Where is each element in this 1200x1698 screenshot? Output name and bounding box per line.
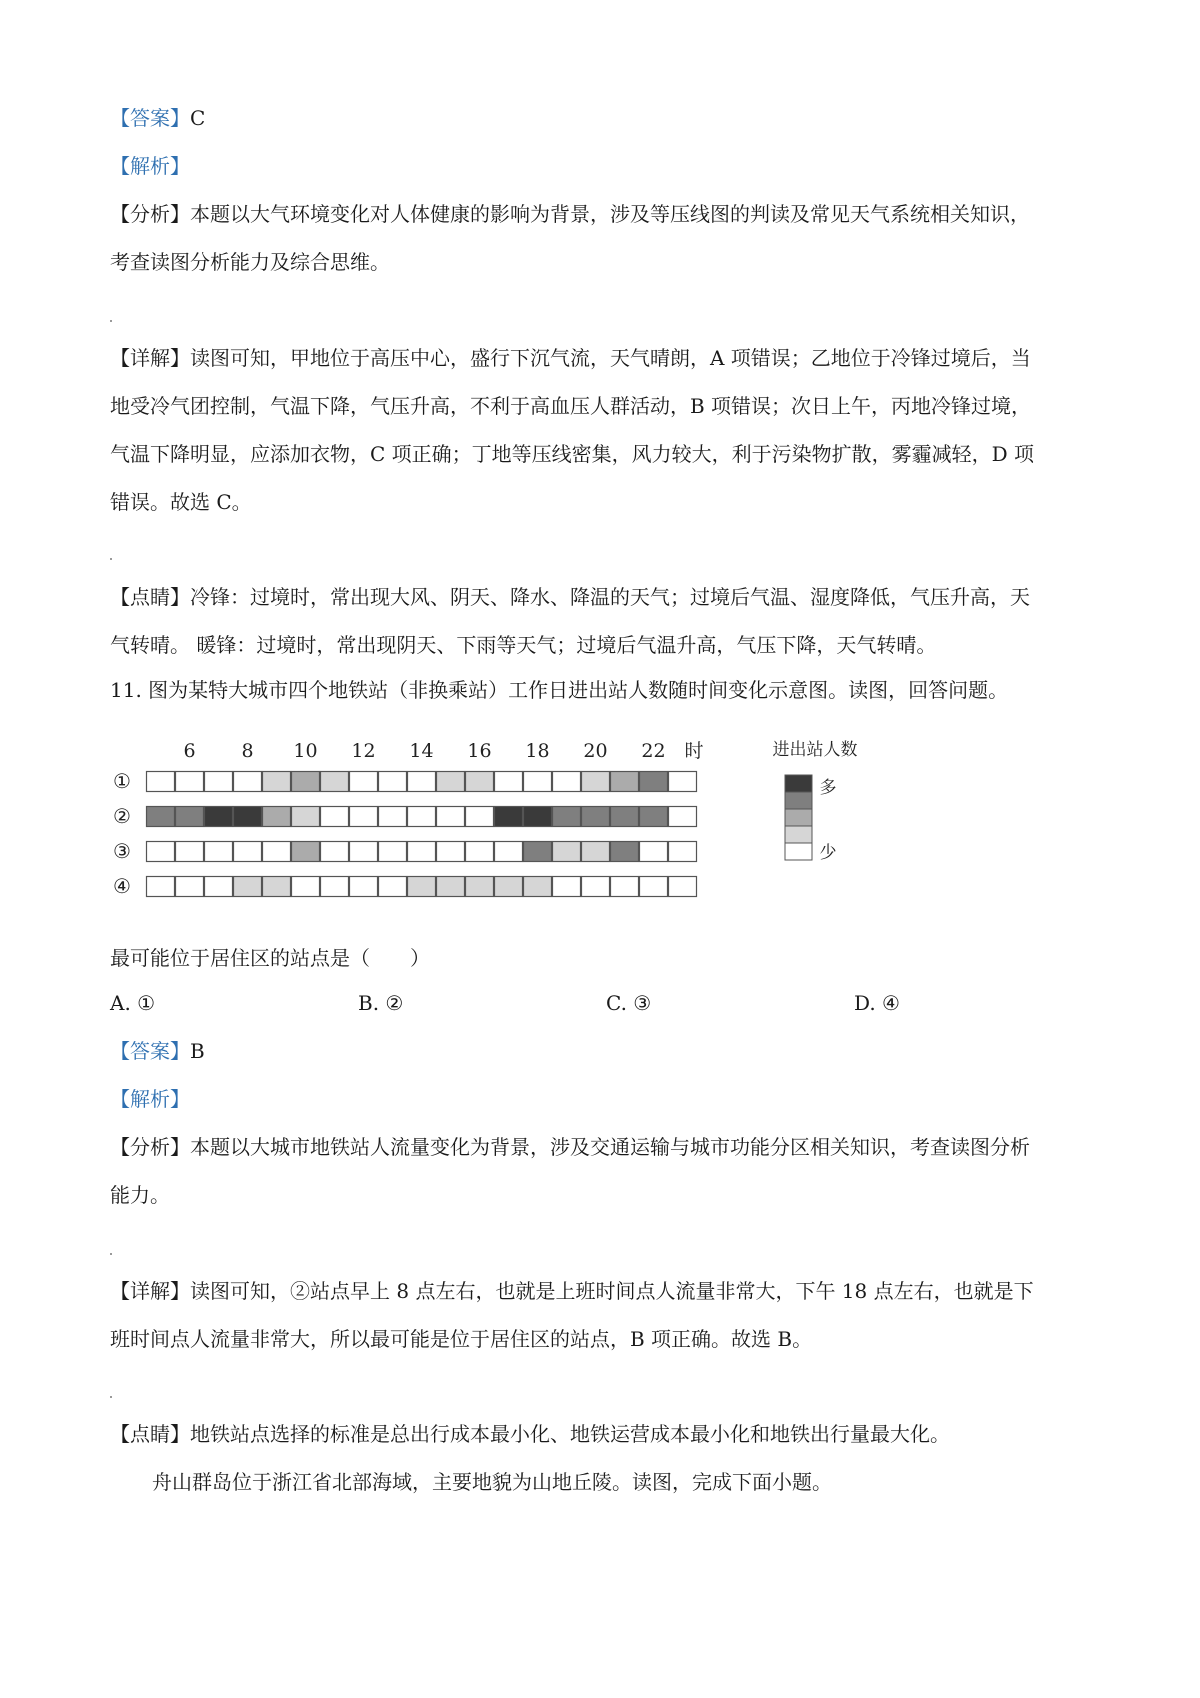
analysis-tag: 【解析】 <box>110 1087 190 1111</box>
heatmap-cell <box>524 772 552 792</box>
station-labels <box>113 769 131 898</box>
q10-detail-line-1 <box>110 344 1031 372</box>
option-a[interactable]: A. ① <box>110 991 156 1015</box>
heatmap-cell <box>466 772 494 792</box>
tip-text: 地铁站点选择的标准是总出行成本最小化、地铁运营成本最小化和地铁出行量最大化。 <box>190 1422 950 1446</box>
q10-detail-line-2: 地受冷气团控制，气温下降，气压升高，不利于高血压人群活动，B 项错误；次日上午，丙地冷锋过境， <box>110 394 1032 418</box>
legend-high-label: 多 <box>819 778 837 798</box>
heatmap-cell <box>292 772 320 792</box>
legend <box>773 740 858 863</box>
hour-tick-label: 14 <box>409 740 434 762</box>
heatmap-cell <box>640 807 668 827</box>
heatmap-cells <box>147 772 697 897</box>
heatmap-cell <box>669 877 697 897</box>
heatmap-cell <box>524 842 552 862</box>
heatmap-cell <box>437 807 465 827</box>
heatmap-cell <box>234 807 262 827</box>
q11-answer-line <box>110 1037 205 1065</box>
option-d[interactable]: D. ④ <box>854 991 900 1015</box>
q10-fenxi-line-1 <box>110 200 1030 228</box>
heatmap-cell <box>176 807 204 827</box>
heatmap-cell <box>437 772 465 792</box>
hour-tick-label: 10 <box>293 740 318 762</box>
q10-detail-line-4: 错误。故选 C。 <box>110 490 252 514</box>
heatmap-cell <box>553 877 581 897</box>
hour-tick-label: 6 <box>183 740 196 762</box>
heatmap-cell <box>176 842 204 862</box>
hour-tick-label: 18 <box>525 740 550 762</box>
heatmap-cell <box>553 807 581 827</box>
hour-labels <box>183 740 703 762</box>
fenxi-text: 本题以大气环境变化对人体健康的影响为背景，涉及等压线图的判读及常见天气系统相关知识， <box>190 202 1030 226</box>
heatmap-cell <box>321 772 349 792</box>
separator-dot <box>110 320 112 322</box>
legend-low-label: 少 <box>819 843 837 863</box>
heatmap-cell <box>205 842 233 862</box>
detail-text: 读图可知，②站点早上 8 点左右，也就是上班时间点人流量非常大，下午 18 点左右，也就是下 <box>190 1279 1034 1303</box>
heatmap-cell <box>611 877 639 897</box>
heatmap-cell <box>176 877 204 897</box>
tip-tag: 【点睛】 <box>110 1422 190 1446</box>
heatmap-cell <box>524 877 552 897</box>
heatmap-cell <box>234 877 262 897</box>
heatmap-cell <box>553 772 581 792</box>
q10-tip-line-2: 气转晴。 暖锋：过境时，常出现阴天、下雨等天气；过境后气温升高，气压下降，天气转晴。 <box>110 633 937 657</box>
heatmap-cell <box>640 842 668 862</box>
heatmap-cell <box>611 842 639 862</box>
heatmap-cell <box>321 842 349 862</box>
heatmap-cell <box>205 772 233 792</box>
answer-tag: 【答案】 <box>110 106 190 130</box>
separator-dot <box>110 1253 112 1255</box>
q10-fenxi-line-2: 考查读图分析能力及综合思维。 <box>110 250 390 274</box>
heatmap-cell <box>147 772 175 792</box>
heatmap-cell <box>669 842 697 862</box>
heatmap-cell <box>379 877 407 897</box>
q11-stem: 11. 图为某特大城市四个地铁站（非换乘站）工作日进出站人数随时间变化示意图。读图，回答问题。 <box>110 678 1009 702</box>
heatmap-cell <box>321 877 349 897</box>
fenxi-tag: 【分析】 <box>110 1135 190 1159</box>
hour-tick-label: 16 <box>467 740 492 762</box>
heatmap-cell <box>408 877 436 897</box>
metro-flow-heatmap <box>110 733 870 923</box>
hour-tick-label: 20 <box>583 740 608 762</box>
heatmap-cell <box>495 877 523 897</box>
q11-analysis-line <box>110 1085 190 1113</box>
heatmap-cell <box>292 877 320 897</box>
heatmap-cell <box>466 842 494 862</box>
station-label: ① <box>113 769 131 793</box>
heatmap-cell <box>292 807 320 827</box>
hour-tick-label: 22 <box>641 740 666 762</box>
heatmap-cell <box>408 772 436 792</box>
heatmap-cell <box>350 842 378 862</box>
fenxi-tag: 【分析】 <box>110 202 190 226</box>
heatmap-cell <box>147 842 175 862</box>
q11-fenxi-line-2: 能力。 <box>110 1183 170 1207</box>
hour-unit-label: 时 <box>684 740 704 762</box>
heatmap-cell <box>379 842 407 862</box>
q10-analysis-line <box>110 152 190 180</box>
heatmap-cell <box>582 877 610 897</box>
separator-dot <box>110 558 112 560</box>
option-c[interactable]: C. ③ <box>606 991 652 1015</box>
tip-text: 冷锋：过境时，常出现大风、阴天、降水、降温的天气；过境后气温、湿度降低，气压升高，天 <box>190 585 1030 609</box>
heatmap-cell <box>582 842 610 862</box>
heatmap-cell <box>379 772 407 792</box>
heatmap-cell <box>669 772 697 792</box>
heatmap-cell <box>350 772 378 792</box>
option-b[interactable]: B. ② <box>358 991 404 1015</box>
legend-title: 进出站人数 <box>772 740 858 760</box>
answer-value: B <box>190 1039 205 1063</box>
answer-value: C <box>190 106 206 130</box>
heatmap-cell <box>379 807 407 827</box>
next-question-intro: 舟山群岛位于浙江省北部海域，主要地貌为山地丘陵。读图，完成下面小题。 <box>152 1470 832 1494</box>
heatmap-cell <box>205 877 233 897</box>
answer-tag: 【答案】 <box>110 1039 190 1063</box>
heatmap-cell <box>524 807 552 827</box>
station-label: ② <box>113 804 131 828</box>
heatmap-cell <box>495 772 523 792</box>
tip-tag: 【点睛】 <box>110 585 190 609</box>
heatmap-cell <box>350 807 378 827</box>
q11-question: 最可能位于居住区的站点是（ ） <box>110 946 430 970</box>
heatmap-cell <box>437 842 465 862</box>
heatmap-cell <box>263 877 291 897</box>
legend-swatch <box>785 792 812 809</box>
heatmap-cell <box>437 877 465 897</box>
q11-detail-line-2: 班时间点人流量非常大，所以最可能是位于居住区的站点，B 项正确。故选 B。 <box>110 1327 813 1351</box>
hour-tick-label: 12 <box>351 740 376 762</box>
legend-swatch <box>785 775 812 792</box>
detail-text: 读图可知，甲地位于高压中心，盛行下沉气流，天气晴朗，A 项错误；乙地位于冷锋过境后，当 <box>190 346 1031 370</box>
heatmap-cell <box>263 807 291 827</box>
heatmap-cell <box>640 772 668 792</box>
legend-swatch <box>785 843 812 860</box>
heatmap-cell <box>321 807 349 827</box>
heatmap-cell <box>205 807 233 827</box>
heatmap-cell <box>234 842 262 862</box>
heatmap-cell <box>408 807 436 827</box>
hour-tick-label: 8 <box>241 740 254 762</box>
heatmap-cell <box>263 772 291 792</box>
heatmap-cell <box>582 772 610 792</box>
heatmap-cell <box>582 807 610 827</box>
heatmap-cell <box>495 842 523 862</box>
fenxi-text: 本题以大城市地铁站人流量变化为背景，涉及交通运输与城市功能分区相关知识，考查读图分析 <box>190 1135 1030 1159</box>
detail-tag: 【详解】 <box>110 1279 190 1303</box>
heatmap-cell <box>466 807 494 827</box>
heatmap-cell <box>669 807 697 827</box>
heatmap-cell <box>350 877 378 897</box>
heatmap-cell <box>147 877 175 897</box>
analysis-tag: 【解析】 <box>110 154 190 178</box>
detail-tag: 【详解】 <box>110 346 190 370</box>
heatmap-cell <box>263 842 291 862</box>
q11-fenxi-line-1 <box>110 1133 1030 1161</box>
heatmap-cell <box>611 807 639 827</box>
heatmap-cell <box>466 877 494 897</box>
q10-answer-line <box>110 104 205 132</box>
station-label: ④ <box>113 874 131 898</box>
heatmap-cell <box>234 772 262 792</box>
heatmap-cell <box>495 807 523 827</box>
station-label: ③ <box>113 839 131 863</box>
q10-tip-line-1 <box>110 583 1030 611</box>
heatmap-cell <box>176 772 204 792</box>
q11-detail-line-1 <box>110 1277 1034 1305</box>
heatmap-cell <box>147 807 175 827</box>
q11-tip-line-1 <box>110 1420 950 1448</box>
separator-dot <box>110 1396 112 1398</box>
legend-swatch <box>785 826 812 843</box>
heatmap-cell <box>553 842 581 862</box>
heatmap-cell <box>292 842 320 862</box>
q10-detail-line-3: 气温下降明显，应添加衣物，C 项正确；丁地等压线密集，风力较大，利于污染物扩散，雾霾减轻，D 项 <box>110 442 1035 466</box>
heatmap-cell <box>408 842 436 862</box>
heatmap-cell <box>640 877 668 897</box>
heatmap-cell <box>611 772 639 792</box>
legend-swatch <box>785 809 812 826</box>
